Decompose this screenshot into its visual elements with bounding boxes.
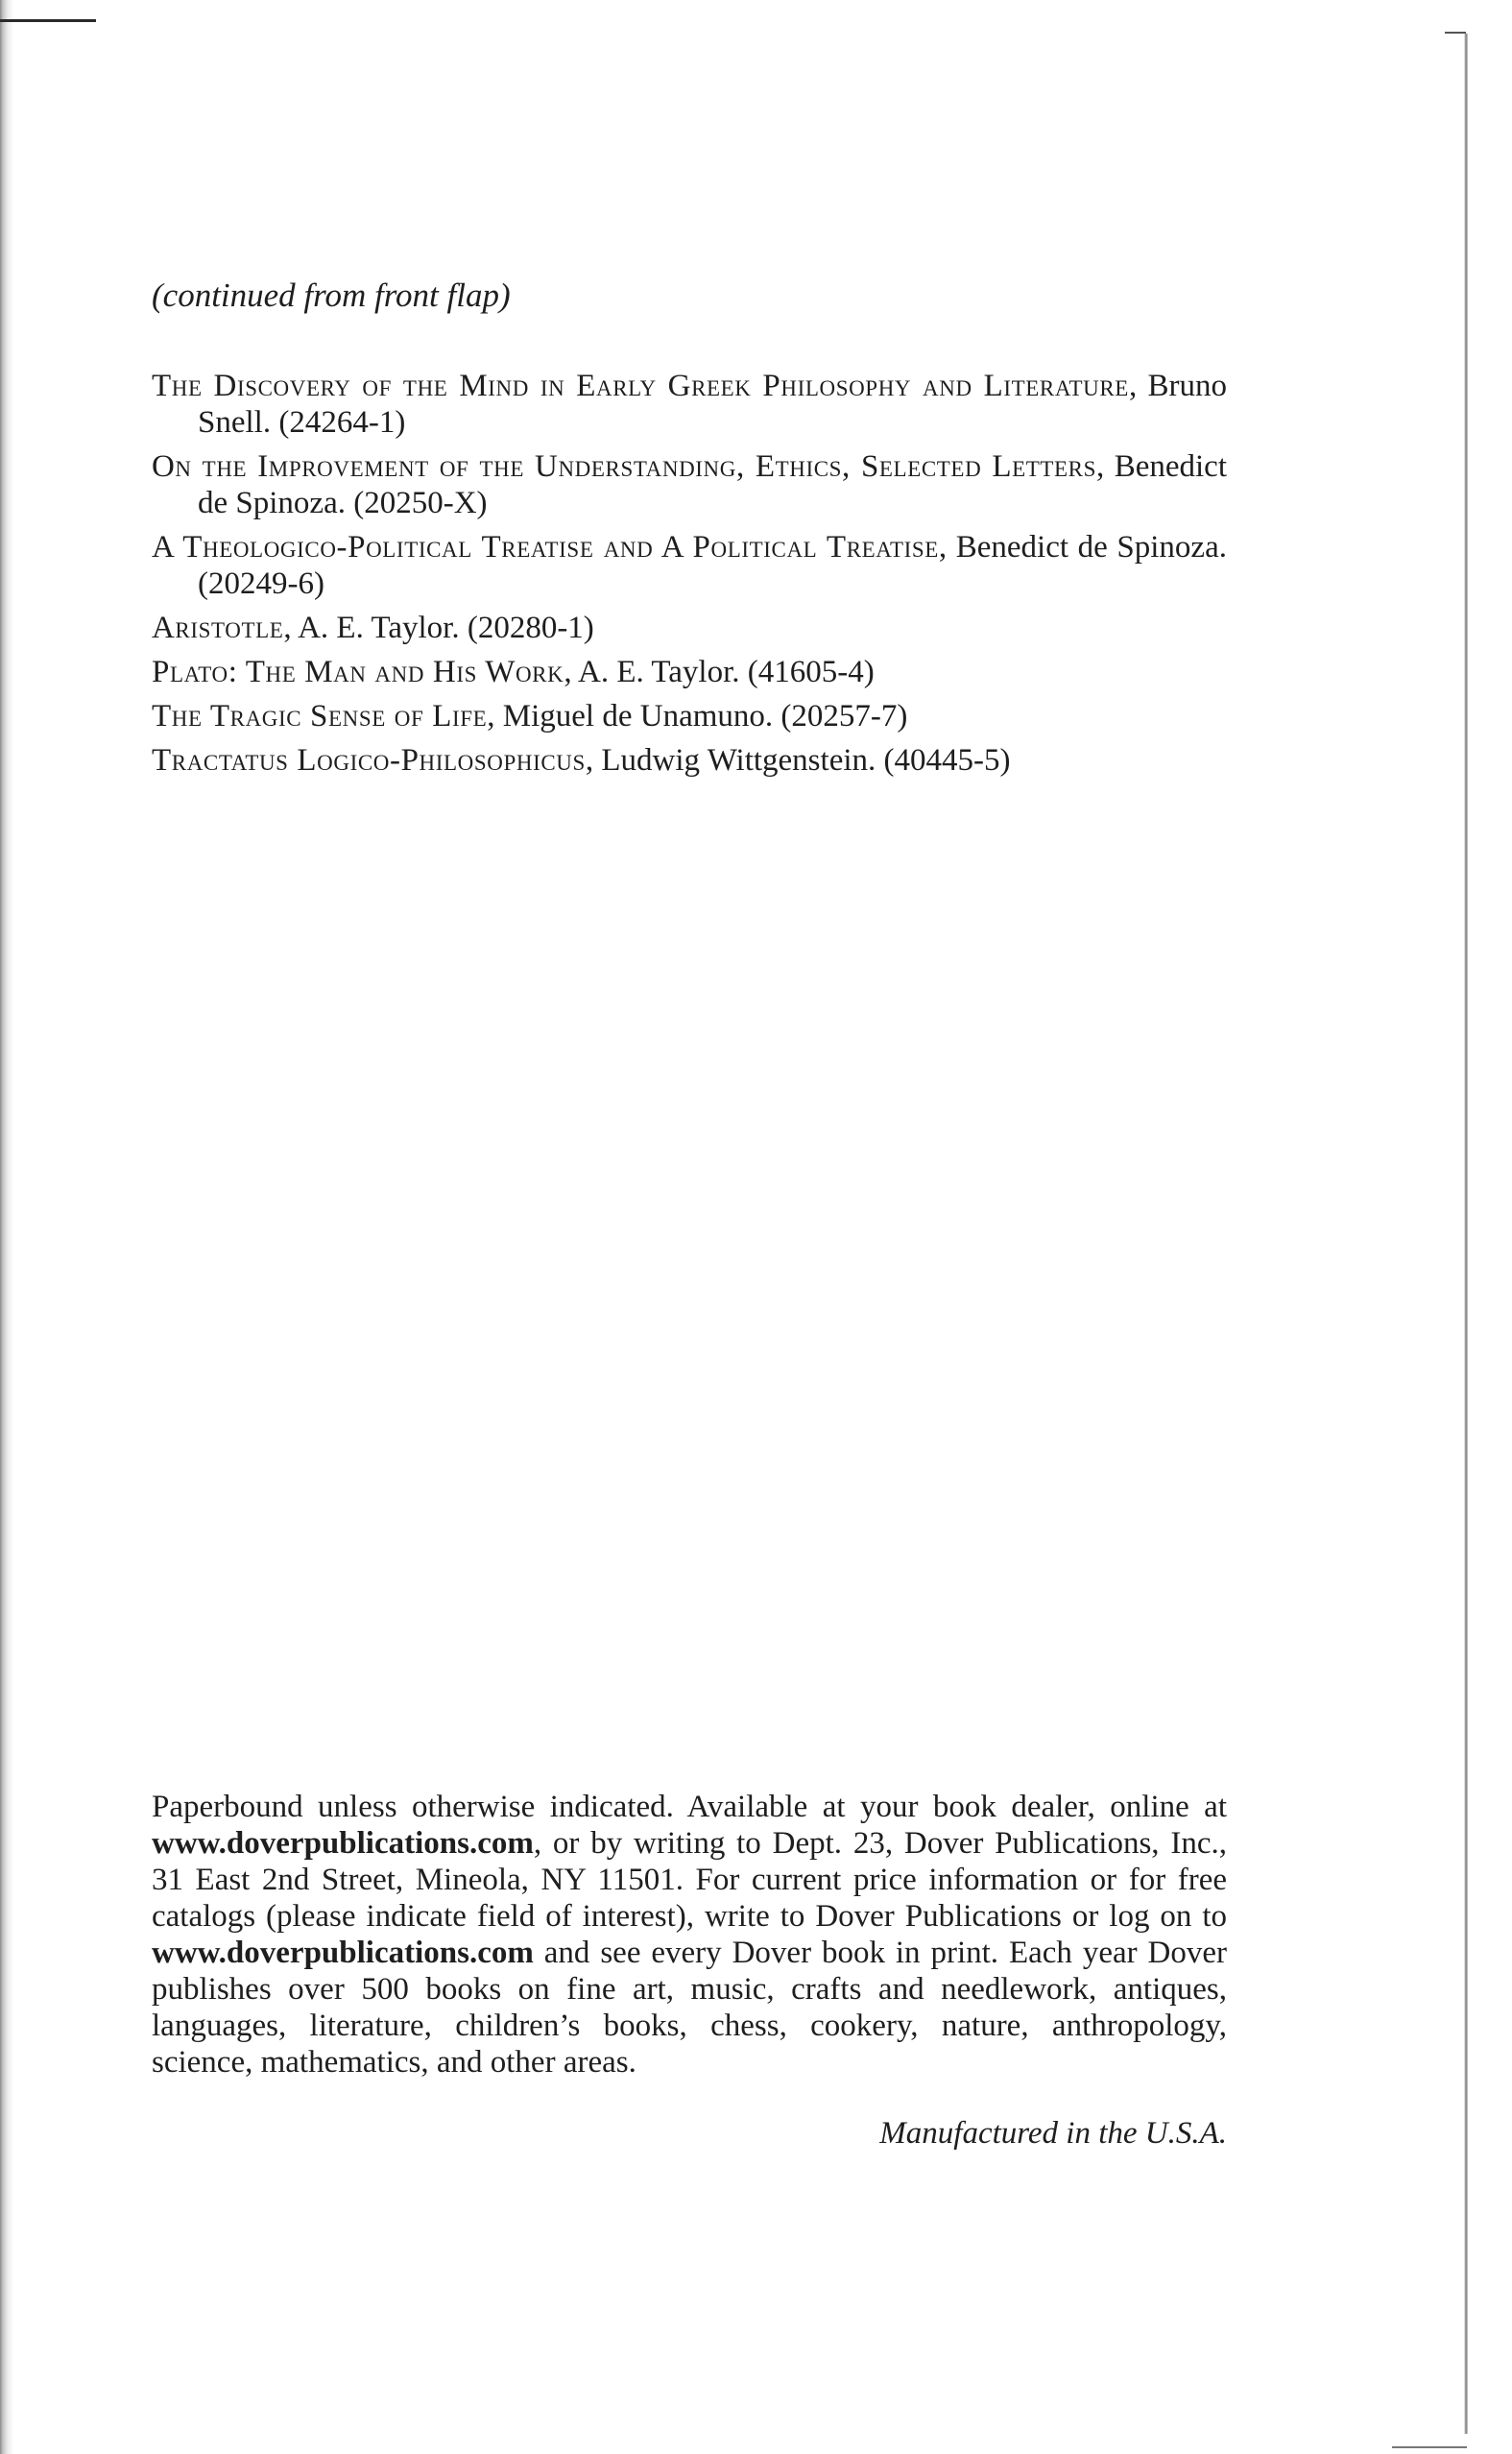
book-entry — [152, 368, 1227, 441]
book-entry — [152, 742, 1227, 779]
book-entry — [152, 698, 1227, 734]
book-title: On the Improvement of the Understanding, Ethics, Selected Letters — [152, 449, 1097, 484]
book-entry — [152, 448, 1227, 521]
book-author-isbn: , Miguel de Unamuno. (20257-7) — [487, 699, 908, 734]
book-title: Tractatus Logico-Philosophicus — [152, 743, 586, 778]
publisher-url-1: www.doverpublications.com — [152, 1826, 534, 1861]
manufactured-note: Manufactured in the U.S.A. — [879, 2116, 1227, 2151]
book-author-isbn: , Benedict de Spinoza. (20249-6) — [198, 530, 1227, 601]
book-title: A Theologico-Political Treatise and A Political Treatise — [152, 530, 939, 565]
scan-bottom-edge — [1392, 2446, 1467, 2448]
book-author-isbn: , Ludwig Wittgenstein. (40445-5) — [585, 743, 1011, 778]
continued-note: (continued from front flap) — [152, 277, 511, 314]
book-author-isbn: , A. E. Taylor. (41605-4) — [564, 655, 875, 689]
notice-text-3: and see every Dover book in print. Each year Dover publishes over 500 books on fine art, music, crafts and needlework, antiques, languages, literature, children’s books, chess, cookery, nature, anthropology, science, mathematics, and other areas. — [152, 1936, 1227, 2080]
book-author-isbn: , A. E. Taylor. (20280-1) — [283, 611, 594, 645]
scan-left-edge — [0, 0, 13, 2454]
notice-text-2: , or by writing to Dept. 23, Dover Publications, Inc., 31 East 2nd Street, Mineola, NY 11501. For current price information or for free catalogs (please indicate field of interest), write to Dover Publications or log on to — [152, 1826, 1227, 1934]
notice-text-1: Paperbound unless otherwise indicated. Available at your book dealer, online at — [152, 1790, 1227, 1824]
scan-top-right-mark — [1445, 32, 1466, 34]
book-entry — [152, 529, 1227, 602]
book-entry — [152, 610, 1227, 646]
book-title: Aristotle — [152, 611, 284, 645]
availability-notice — [152, 1789, 1227, 2081]
book-list — [152, 368, 1227, 786]
publisher-url-2: www.doverpublications.com — [152, 1936, 534, 1970]
book-entry — [152, 654, 1227, 690]
book-title: The Tragic Sense of Life — [152, 699, 488, 734]
book-author-isbn: , Benedict de Spinoza. (20250-X) — [198, 449, 1227, 520]
scan-right-edge — [1464, 34, 1468, 2434]
scan-top-left-mark — [0, 19, 96, 22]
book-title: The Discovery of the Mind in Early Greek Philosophy and Literature — [152, 369, 1129, 403]
book-title: Plato: The Man and His Work — [152, 655, 564, 689]
book-author-isbn: , Bruno Snell. (24264-1) — [198, 369, 1227, 440]
